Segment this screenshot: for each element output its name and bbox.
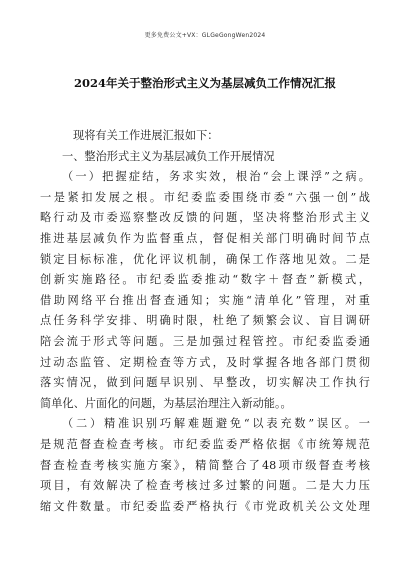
- body-line: 项目，有效解决了检查考核过多过繁的问题。二是大力压: [40, 479, 370, 493]
- document-title: 2024年关于整治形式主义为基层减负工作情况汇报: [73, 76, 336, 90]
- body-line: 陪会流于形式等问题。三是加强过程管控。市纪委监委通: [40, 334, 370, 348]
- document-body: [40, 126, 370, 517]
- body-line: 锁定目标标准，优化评议机制，确保工作落地见效。二是: [40, 252, 370, 266]
- body-line: 借助网络平台推出督查通知；实施“清单化”管理，对重: [40, 293, 370, 307]
- body-line: 是规范督查检查考核。市纪委监委严格依据《市统筹规范: [40, 437, 370, 451]
- body-line: 推进基层减负作为监督重点，督促相关部门明确时间节点: [40, 231, 370, 245]
- body-line: 点任务科学安排、明确时限，杜绝了频繁会议、盲目调研: [40, 314, 370, 328]
- section-heading: 一、整治形式主义为基层减负工作开展情况: [62, 149, 275, 163]
- body-line: 现将有关工作进展汇报如下：: [73, 129, 219, 142]
- body-line: 简单化、片面化的问题，为基层治理注入新动能。。: [40, 396, 292, 410]
- body-line: 一是紧扣发展之根。市纪委监委围绕市委“六强一创”战: [40, 190, 370, 204]
- body-line: 过动态监管、定期检查等方式，及时掌握各地各部门贯彻: [40, 355, 370, 369]
- body-line: 创新实施路径。市纪委监委推动“数字＋督查”新模式，: [40, 273, 370, 287]
- body-line: 缩文件数量。市纪委监委严格执行《市党政机关公文处理: [40, 499, 370, 513]
- body-line: 督查检查考核实施方案》，精简整合了48项市级督查考核: [40, 458, 370, 472]
- subsection-heading: （一）把握症结，务求实效，根治“会上课浮”之病。: [62, 170, 370, 184]
- subsection-heading: （二）精准识别巧解难题避免“以表充数”误区。一: [62, 417, 370, 431]
- body-line: 略行动及市委巡察整改反馈的问题，坚决将整治形式主义: [40, 211, 370, 225]
- header-note: 更多免费公文+VX：GLGeGongWen2024: [144, 32, 266, 39]
- body-line: 落实情况，做到问题早识别、早整改，切实解决工作执行: [40, 376, 370, 390]
